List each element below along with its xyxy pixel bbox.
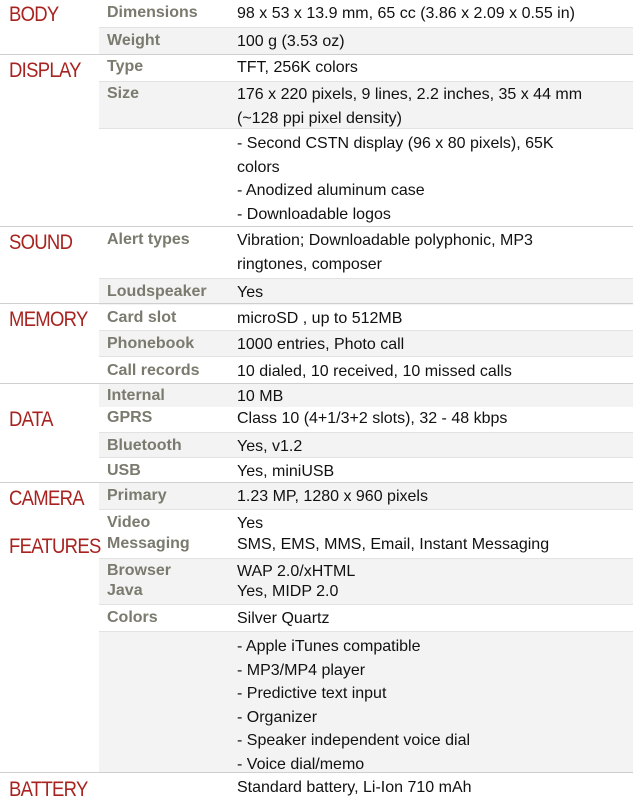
- spec-row-bluetooth: [99, 432, 633, 458]
- spec-label: Java: [107, 582, 143, 599]
- spec-row-feature-extras: [99, 631, 633, 773]
- section-title-sound: SOUND: [9, 231, 73, 254]
- spec-value: 10 MB: [237, 388, 284, 405]
- spec-value: Yes, v1.2: [237, 438, 303, 455]
- spec-row-phonebook: [99, 330, 633, 357]
- section-title-display: DISPLAY: [9, 59, 81, 82]
- spec-row-internal: [99, 384, 633, 407]
- spec-value: Vibration; Downloadable polyphonic, MP3 ringtones, composer: [237, 232, 533, 273]
- spec-label: USB: [107, 462, 141, 479]
- spec-value: 98 x 53 x 13.9 mm, 65 cc (3.86 x 2.09 x 0.55 in): [237, 5, 575, 22]
- spec-row-usb: [99, 457, 633, 484]
- spec-value: 1000 entries, Photo call: [237, 336, 405, 353]
- spec-value: 10 dialed, 10 received, 10 missed calls: [237, 363, 512, 380]
- spec-row-display-extras: [99, 128, 633, 228]
- spec-row-weight: [99, 27, 633, 55]
- spec-label: Loudspeaker: [107, 283, 207, 300]
- spec-value: Yes: [237, 284, 264, 301]
- spec-label: Call records: [107, 362, 200, 379]
- spec-row-browser: [99, 558, 633, 582]
- spec-row-video: [99, 509, 633, 534]
- spec-value: Class 10 (4+1/3+2 slots), 32 - 48 kbps: [237, 410, 508, 427]
- spec-label: Browser: [107, 562, 172, 579]
- spec-row-type: [99, 55, 633, 81]
- spec-label: Phonebook: [107, 335, 195, 352]
- section-title-memory: MEMORY: [9, 308, 88, 331]
- spec-value: 176 x 220 pixels, 9 lines, 2.2 inches, 35 x 44 mm (~128 ppi pixel density): [237, 86, 583, 127]
- spec-row-battery-standard: [99, 773, 633, 801]
- spec-row-alert-types: [99, 227, 633, 278]
- spec-value: Silver Quartz: [237, 610, 330, 627]
- section-camera: [0, 482, 633, 533]
- spec-label: Alert types: [107, 231, 190, 248]
- spec-label: Primary: [107, 487, 167, 504]
- spec-row-dimensions: [99, 0, 633, 27]
- spec-value: Yes, MIDP 2.0: [237, 583, 339, 600]
- section-body: [0, 0, 633, 54]
- section-title-data: DATA: [9, 408, 53, 431]
- spec-value: 100 g (3.53 oz): [237, 33, 345, 50]
- spec-value: WAP 2.0/xHTML: [237, 563, 356, 580]
- spec-row-primary: [99, 483, 633, 509]
- spec-row-messaging: [99, 532, 633, 558]
- spec-label: Card slot: [107, 309, 177, 326]
- section-title-battery: BATTERY: [9, 778, 88, 801]
- spec-value: Yes, miniUSB: [237, 463, 335, 480]
- spec-label: Internal: [107, 387, 165, 404]
- spec-label: Bluetooth: [107, 437, 182, 454]
- spec-row-gprs: [99, 407, 633, 432]
- spec-row-call-records: [99, 356, 633, 385]
- spec-label: Weight: [107, 32, 161, 49]
- spec-value: Yes: [237, 515, 264, 532]
- spec-row-java: [99, 581, 633, 604]
- spec-value: microSD , up to 512MB: [237, 310, 403, 327]
- section-data: [0, 383, 633, 483]
- spec-value: - Apple iTunes compatible - MP3/MP4 player - Predictive text input - Organizer - Speaker independent voice dial - Voice dial/memo: [237, 638, 471, 773]
- section-sound: [0, 226, 633, 304]
- spec-label: Messaging: [107, 535, 190, 552]
- section-title-camera: CAMERA: [9, 487, 84, 510]
- section-battery: [0, 772, 633, 801]
- spec-row-loudspeaker: [99, 278, 633, 305]
- spec-value: Standard battery, Li-Ion 710 mAh: [237, 779, 472, 796]
- spec-label: Dimensions: [107, 4, 198, 21]
- spec-row-colors: [99, 604, 633, 632]
- spec-label: GPRS: [107, 409, 153, 426]
- spec-value: 1.23 MP, 1280 x 960 pixels: [237, 488, 428, 505]
- spec-row-card-slot: [99, 304, 633, 330]
- spec-label: Size: [107, 85, 140, 102]
- spec-value: SMS, EMS, MMS, Email, Instant Messaging: [237, 536, 550, 553]
- spec-value: - Second CSTN display (96 x 80 pixels), 65K colors - Anodized aluminum case - Downloadable logos: [237, 135, 554, 223]
- section-memory: [0, 303, 633, 384]
- section-title-features: FEATURES: [9, 535, 101, 558]
- section-display: [0, 54, 633, 227]
- spec-row-size: [99, 81, 633, 129]
- section-features: [0, 532, 633, 772]
- spec-label: Video: [107, 514, 151, 531]
- spec-value: TFT, 256K colors: [237, 59, 358, 76]
- spec-label: Type: [107, 58, 144, 75]
- spec-label: Colors: [107, 609, 158, 626]
- section-title-body: BODY: [9, 3, 59, 26]
